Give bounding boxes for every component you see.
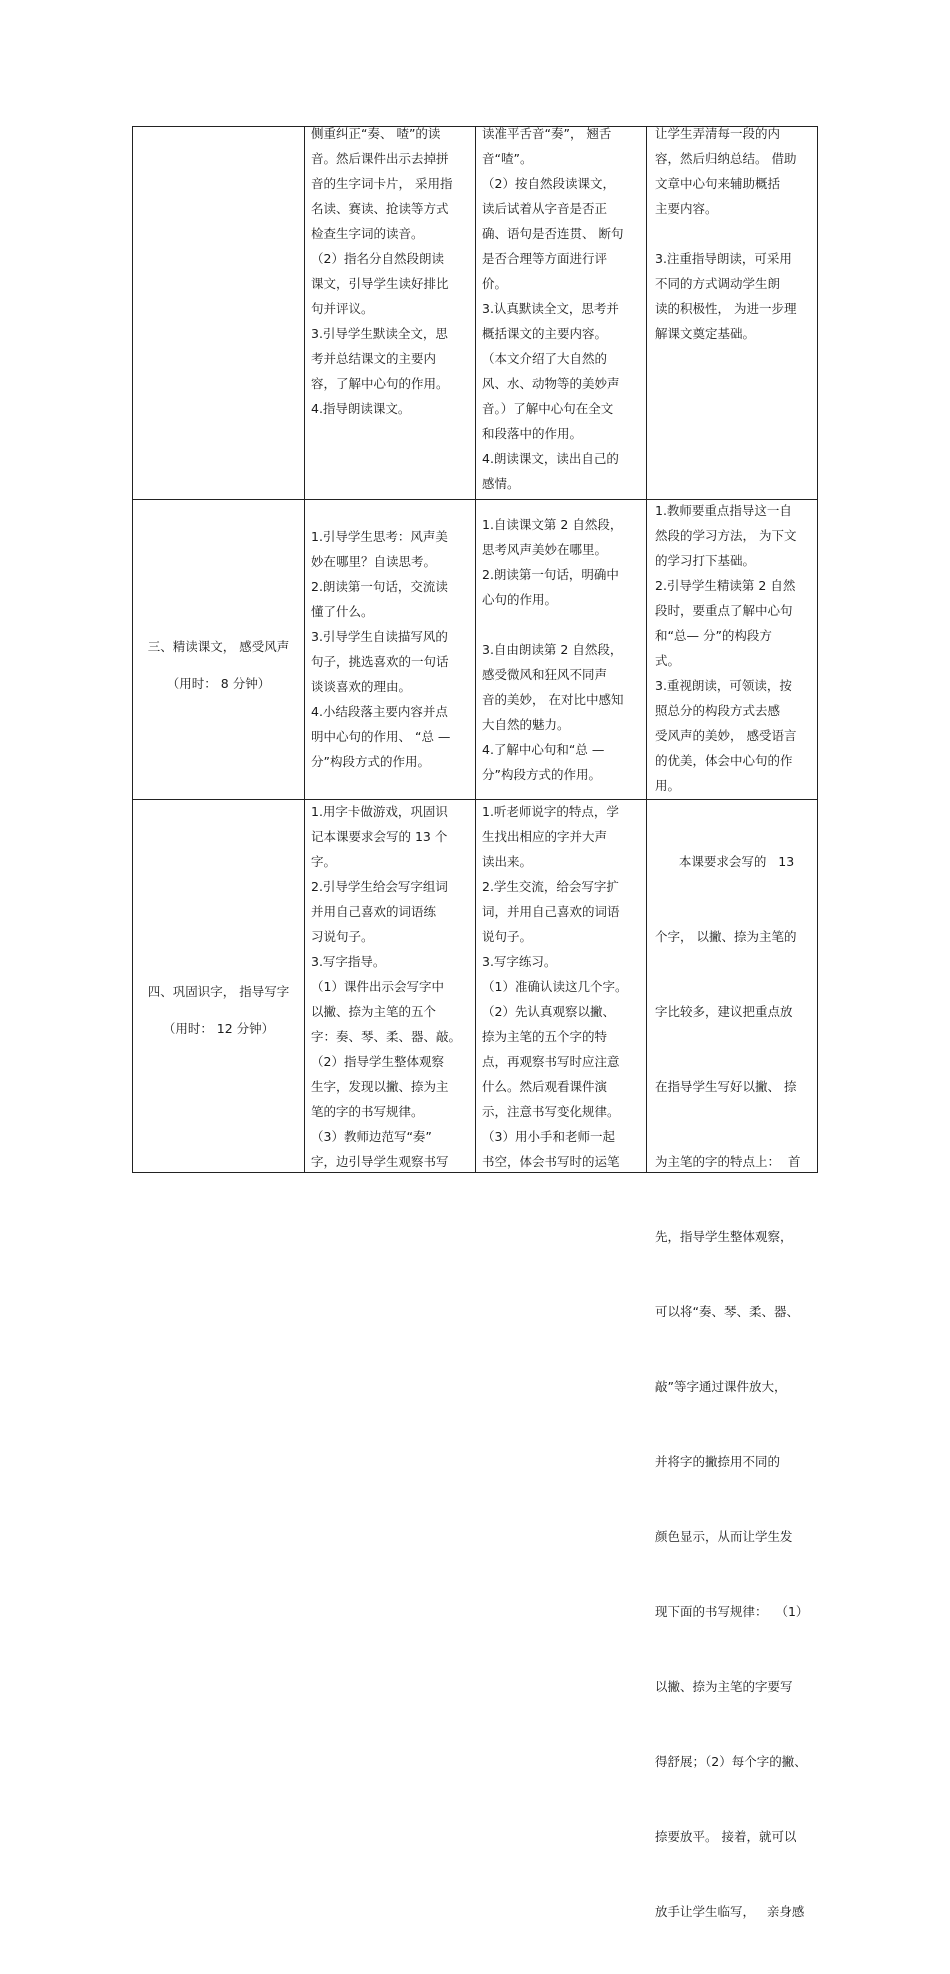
text-line: 以撇、捺为主笔的五个 [311, 1004, 437, 1019]
stage-title: 三、精读课文， 感受风声 [147, 638, 290, 654]
text-line: 3.自由朗读第 2 自然段， [482, 642, 623, 657]
text-line: （2）指导学生整体观察 [311, 1054, 444, 1069]
text-line: （3）教师边范写“奏” [311, 1129, 432, 1144]
text-line: 4.了解中心句和“总 — [482, 742, 605, 757]
row3-intent-cell [655, 799, 808, 1974]
text-line: 分”构段方式的作用。 [482, 767, 601, 782]
text-line: 检查生字词的读音。 [311, 226, 424, 241]
text-line: 字：奏、琴、柔、器、敲。 [311, 1029, 462, 1044]
text-line: 心句的作用。 [482, 592, 558, 607]
stage-duration: （用时： 12 分钟） [162, 1021, 275, 1036]
text-line: 句子，挑选喜欢的一句话 [311, 654, 449, 669]
text-line: 习说句子。 [311, 929, 374, 944]
text-line: 句并评议。 [311, 301, 374, 316]
text-line: （1）课件出示会写字中 [311, 979, 444, 994]
text-line [482, 612, 623, 637]
row2-teacher-cell [311, 524, 450, 774]
text-line: 3.写字指导。 [311, 954, 386, 969]
text-line: 本课要求会写的 13 [655, 854, 795, 869]
text-line: 1.教师要重点指导这一自 [655, 503, 792, 518]
text-line: 2.引导学生给会写字组词 [311, 879, 448, 894]
text-line: 放手让学生临写， 亲身感 [655, 1904, 805, 1919]
text-line: 颜色显示，从而让学生发 [655, 1529, 793, 1544]
text-line: 2.引导学生精读第 2 自然 [655, 578, 796, 593]
text-line: 敲”等字通过课件放大， [655, 1379, 787, 1394]
text-line: 容，了解中心句的作用。 [311, 376, 449, 391]
text-line: 名读、赛读、抢读等方式 [311, 201, 449, 216]
text-line: 感受微风和狂风不同声 [482, 667, 608, 682]
text-line [655, 221, 796, 246]
text-line: 先，指导学生整体观察， [655, 1229, 793, 1244]
text-line: 懂了什么。 [311, 604, 374, 619]
text-line: 字。 [311, 854, 337, 869]
text-line: 音。然后课件出示去掉拼 [311, 151, 449, 166]
text-line: 4.朗读课文，读出自己的 [482, 451, 619, 466]
row2-stage-cell [133, 621, 304, 709]
text-line: （3）用小手和老师一起 [482, 1129, 615, 1144]
text-line: 3.重视朗读，可领读，按 [655, 678, 792, 693]
text-line: 以撇、捺为主笔的字要写 [655, 1679, 793, 1694]
text-line: 3.引导学生自读描写风的 [311, 629, 448, 644]
text-line: 谈谈喜欢的理由。 [311, 679, 412, 694]
text-line: 概括课文的主要内容。 [482, 326, 608, 341]
text-line: 点，再观察书写时应注意 [482, 1054, 620, 1069]
text-line: 捺要放平。 接着，就可以 [655, 1829, 797, 1844]
text-line: 考并总结课文的主要内 [311, 351, 437, 366]
text-line: 不同的方式调动学生朗 [655, 276, 781, 291]
text-line: 让学生弄清每一段的内 [655, 126, 781, 141]
text-line: 生字，发现以撇、捺为主 [311, 1079, 449, 1094]
text-line: 妙在哪里？自读思考。 [311, 554, 437, 569]
text-line: （2）按自然段读课文， [482, 176, 615, 191]
row1-teacher-cell [311, 121, 452, 421]
text-line: 什么。然后观看课件演 [482, 1079, 608, 1094]
stage-duration: （用时： 8 分钟） [166, 676, 271, 691]
text-line: 受风声的美妙， 感受语言 [655, 728, 797, 743]
text-line: 笔的字的书写规律。 [311, 1104, 424, 1119]
text-line: 音“喳”。 [482, 151, 533, 166]
text-line: 1.引导学生思考：风声美 [311, 529, 448, 544]
text-line: 段时，要重点了解中心句 [655, 603, 793, 618]
text-line: 捺为主笔的五个字的特 [482, 1029, 608, 1044]
text-line: （1）准确认读这几个字。 [482, 979, 628, 994]
row1-student-cell [482, 121, 623, 496]
text-line: 侧重纠正“奏、 喳”的读 [311, 126, 441, 141]
text-line: 的优美，体会中心句的作 [655, 753, 793, 768]
text-line: 字比较多，建议把重点放 [655, 1004, 793, 1019]
text-line: 2.朗读第一句话，明确中 [482, 567, 619, 582]
text-line: 的学习打下基础。 [655, 553, 756, 568]
text-line: 个字， 以撇、捺为主笔的 [655, 929, 797, 944]
text-line: 2.朗读第一句话，交流读 [311, 579, 448, 594]
text-line: 说句子。 [482, 929, 533, 944]
text-line: 用。 [655, 778, 681, 793]
text-line: 并用自己喜欢的词语练 [311, 904, 437, 919]
stage-title: 四、巩固识字， 指导写字 [147, 983, 290, 999]
text-line: 价。 [482, 276, 508, 291]
text-line: 感情。 [482, 476, 520, 491]
text-line: 音的美妙， 在对比中感知 [482, 692, 624, 707]
text-line: 明中心句的作用、 “总 — [311, 729, 451, 744]
text-line: 1.听老师说字的特点，学 [482, 804, 619, 819]
text-line: 读出来。 [482, 854, 533, 869]
text-line: 音。）了解中心句在全文 [482, 401, 614, 416]
text-line: 是否合理等方面进行评 [482, 251, 608, 266]
text-line: 思考风声美妙在哪里。 [482, 542, 608, 557]
text-line: 分”构段方式的作用。 [311, 754, 430, 769]
text-line: 示，注意书写变化规律。 [482, 1104, 620, 1119]
text-line: 读的积极性， 为进一步理 [655, 301, 797, 316]
text-line: 为主笔的字的特点上： 首 [655, 1154, 801, 1169]
text-line: 照总分的构段方式去感 [655, 703, 781, 718]
text-line: 课文，引导学生读好排比 [311, 276, 449, 291]
text-line: 得舒展；（2）每个字的撇、 [655, 1754, 807, 1769]
text-line: 容，然后归纳总结。 借助 [655, 151, 797, 166]
text-line: 4.小结段落主要内容并点 [311, 704, 448, 719]
text-line: 风、水、动物等的美妙声 [482, 376, 620, 391]
text-line: 3.注重指导朗读，可采用 [655, 251, 792, 266]
text-line: 解课文奠定基础。 [655, 326, 756, 341]
text-line: 生找出相应的字并大声 [482, 829, 608, 844]
text-line: 音的生字词卡片， 采用指 [311, 176, 453, 191]
row3-stage-cell [133, 966, 304, 1054]
text-line: 字，边引导学生观察书写 [311, 1154, 449, 1169]
text-line: 2.学生交流，给会写字扩 [482, 879, 619, 894]
text-line: 确、语句是否连贯、 断句 [482, 226, 624, 241]
text-line: （2）先认真观察以撇、 [482, 1004, 615, 1019]
text-line: 文章中心句来辅助概括 [655, 176, 781, 191]
text-line: 书空，体会书写时的运笔 [482, 1154, 620, 1169]
text-line: 式。 [655, 653, 681, 668]
text-line: 1.用字卡做游戏，巩固识 [311, 804, 448, 819]
text-line: 现下面的书写规律： （1） [655, 1604, 809, 1619]
row3-student-cell [482, 799, 627, 1174]
text-line: 词，并用自己喜欢的词语 [482, 904, 620, 919]
text-line: 记本课要求会写的 13 个 [311, 829, 448, 844]
text-line: 和“总— 分”的构段方 [655, 628, 772, 643]
text-line: 主要内容。 [655, 201, 718, 216]
text-line: （本文介绍了大自然的 [482, 351, 608, 366]
row2-student-cell [482, 512, 623, 787]
row2-intent-cell [655, 498, 796, 798]
row1-intent-cell [655, 121, 796, 346]
text-line: 并将字的撇捺用不同的 [655, 1454, 781, 1469]
text-line: 可以将“奏、琴、柔、器、 [655, 1304, 799, 1319]
text-line: 1.自读课文第 2 自然段， [482, 517, 623, 532]
text-line: 3.引导学生默读全文，思 [311, 326, 448, 341]
text-line: 和段落中的作用。 [482, 426, 583, 441]
text-line: 4.指导朗读课文。 [311, 401, 411, 416]
text-line: 在指导学生写好以撇、 捺 [655, 1079, 797, 1094]
text-line: 读准平舌音“奏”， 翘舌 [482, 126, 612, 141]
text-line: 3.写字练习。 [482, 954, 557, 969]
text-line: 大自然的魅力。 [482, 717, 570, 732]
row3-teacher-cell [311, 799, 461, 1174]
text-line: 读后试着从字音是否正 [482, 201, 608, 216]
text-line: （2）指名分自然段朗读 [311, 251, 444, 266]
text-line: 然段的学习方法， 为下文 [655, 528, 797, 543]
text-line: 3.认真默读全文，思考并 [482, 301, 619, 316]
